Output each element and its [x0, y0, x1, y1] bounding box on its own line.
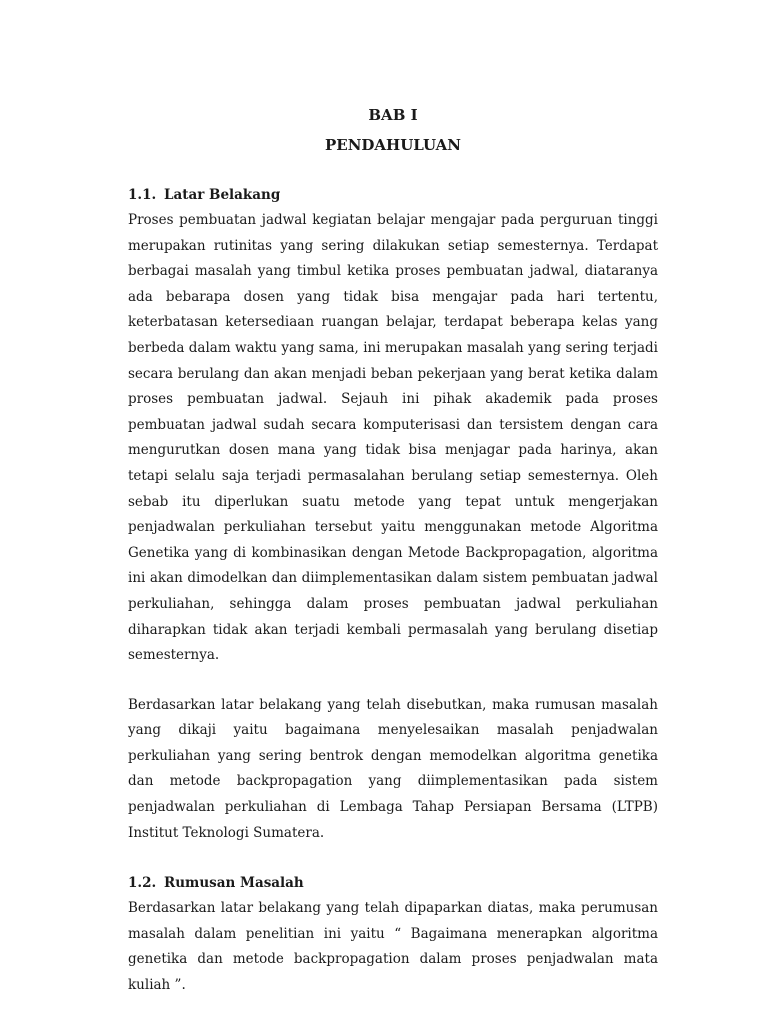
paragraph: Berdasarkan latar belakang yang telah dipaparkan diatas, maka perumusan masalah dalam penelitian ini yaitu “ Bagaimana menerapkan algoritma genetika dan metode backpropagation dalam proses penjadwalan mata kuliah ”.	[128, 900, 658, 994]
section-number: 1.1.	[128, 187, 157, 203]
section-heading	[128, 870, 658, 896]
paragraph: Berdasarkan latar belakang yang telah disebutkan, maka rumusan masalah yang dikaji yaitu bagaimana menyelesaikan masalah penjadwalan perkuliahan yang sering bentrok dengan memodelkan algoritma genetika dan metode backpropagation yang diimplementasikan pada sistem penjadwalan perkuliahan di Lembaga Tahap Persiapan Bersama (LTPB) Institut Teknologi Sumatera.	[128, 696, 658, 841]
section-rumusan-masalah	[128, 870, 658, 998]
section-title: Rumusan Masalah	[164, 875, 304, 892]
section-title: Latar Belakang	[164, 187, 281, 203]
section-latar-belakang	[128, 182, 658, 846]
section-heading	[128, 182, 658, 208]
chapter-number: BAB I	[368, 106, 418, 124]
section-number: 1.2.	[128, 875, 157, 892]
chapter-title: PENDAHULUAN	[324, 136, 462, 154]
paragraph: Proses pembuatan jadwal kegiatan belajar mengajar pada perguruan tinggi merupakan rutinitas yang sering dilakukan setiap semesternya. Terdapat berbagai masalah yang timbul ketika proses pembuatan jadwal, diataranya ada bebarapa dosen yang tidak bisa mengajar pada hari tertentu, keterbatasan ketersediaan ruangan belajar, terdapat beberapa kelas yang berbeda dalam waktu yang sama, ini merupakan masalah yang sering terjadi secara berulang dan akan menjadi beban pekerjaan yang berat ketika dalam proses pembuatan jadwal. Sejauh ini pihak akademik pada proses pembuatan jadwal sudah secara komputerisasi dan tersistem dengan cara mengurutkan dosen mana yang tidak bisa menjagar pada harinya, akan tetapi selalu saja terjadi permasalahan berulang setiap semesternya. Oleh sebab itu diperlukan suatu metode yang tepat untuk mengerjakan penjadwalan perkuliahan tersebut yaitu menggunakan metode Algoritma Genetika yang di kombinasikan dengan Metode Backpropagation, algoritma ini akan dimodelkan dan diimplementasikan dalam sistem pembuatan jadwal perkuliahan, sehingga dalam proses pembuatan jadwal perkuliahan diharapkan tidak akan terjadi kembali permasalah yang berulang disetiap semesternya.	[128, 212, 658, 664]
